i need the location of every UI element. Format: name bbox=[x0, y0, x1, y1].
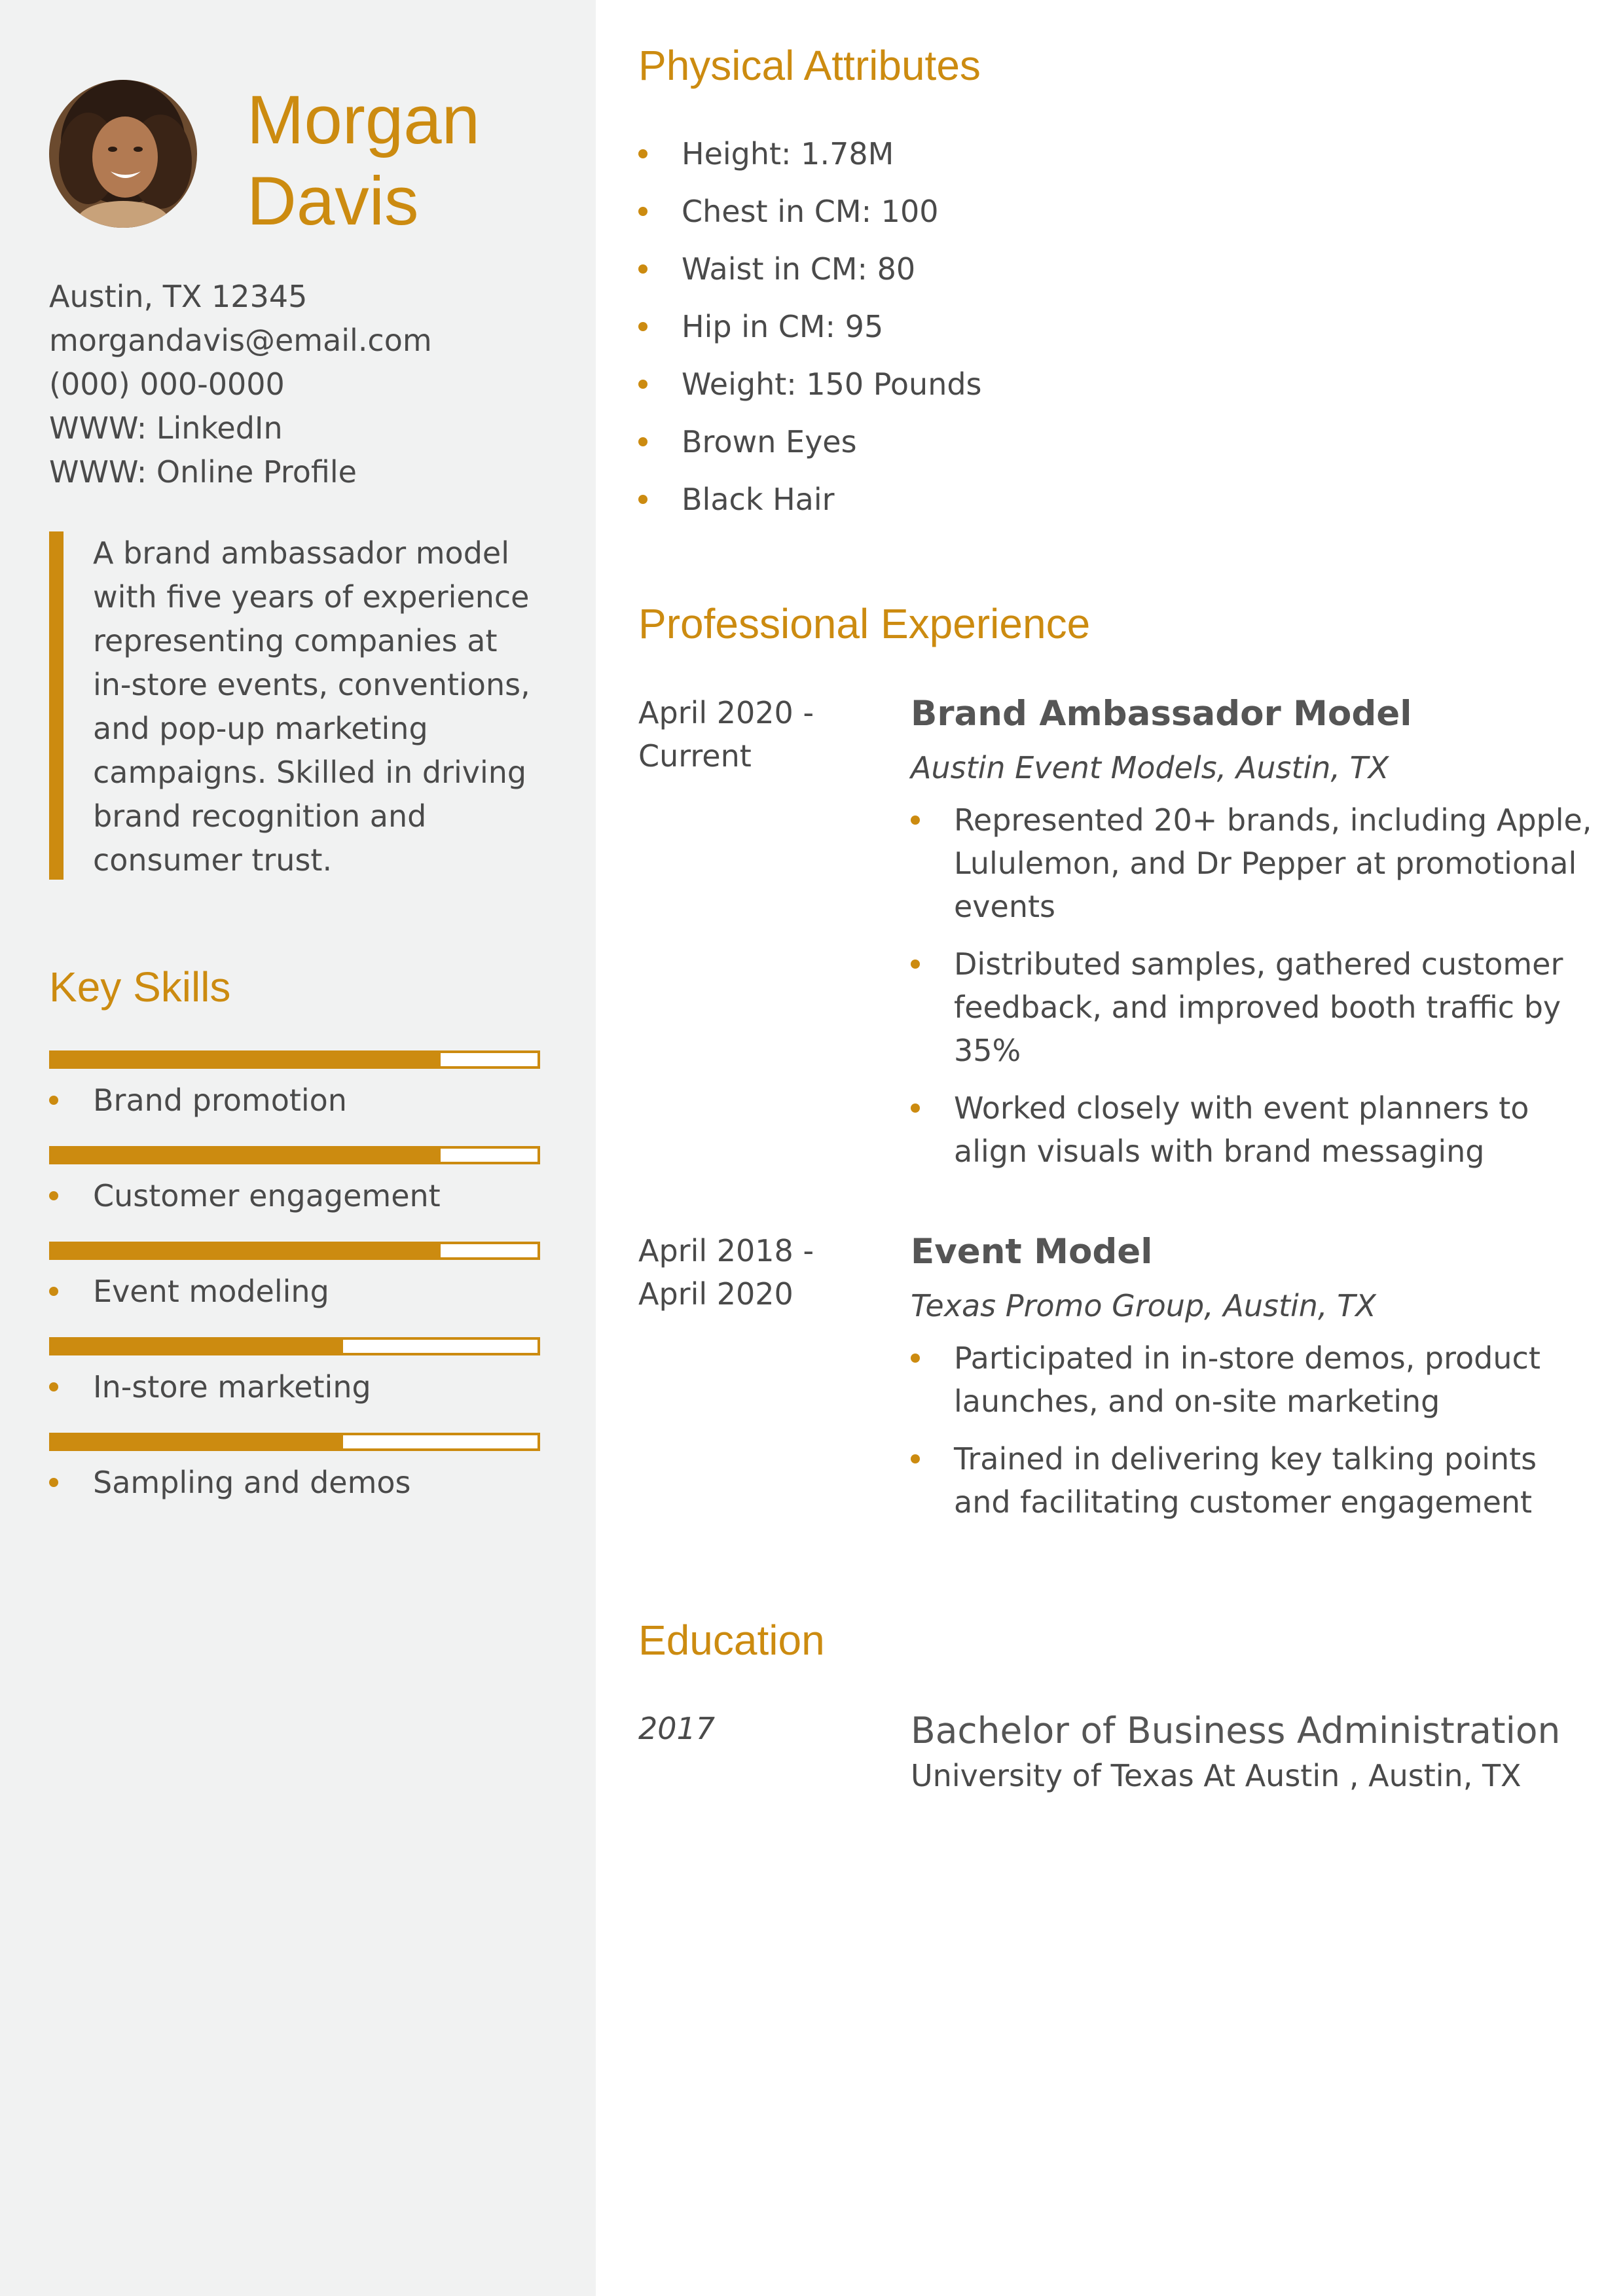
responsibility-text: Trained in delivering key talking points and facilitating customer engagement bbox=[954, 1441, 1537, 1520]
list-item bbox=[911, 942, 1594, 1072]
skill-name: Customer engagement bbox=[93, 1178, 441, 1213]
education-details bbox=[911, 1707, 1594, 1797]
bullet-icon bbox=[638, 207, 647, 216]
skill-bar-fill bbox=[52, 1435, 343, 1448]
job-company: Texas Promo Group, Austin, TX bbox=[911, 1288, 1376, 1323]
online-profile-link[interactable]: WWW: Online Profile bbox=[49, 454, 357, 490]
bullet-icon bbox=[638, 380, 647, 389]
avatar bbox=[49, 80, 197, 228]
bullet-icon bbox=[49, 1382, 58, 1391]
bullet-icon bbox=[49, 1287, 58, 1296]
phone: (000) 000-0000 bbox=[49, 367, 285, 402]
job-responsibilities bbox=[911, 1336, 1594, 1524]
bullet-icon bbox=[638, 495, 647, 504]
job-date-start: April 2020 - bbox=[638, 695, 814, 730]
resume-header bbox=[49, 80, 573, 240]
contact-info bbox=[49, 275, 573, 494]
job-responsibilities bbox=[911, 798, 1594, 1173]
responsibility-text: Worked closely with event planners to align visuals with brand messaging bbox=[954, 1090, 1529, 1169]
candidate-name bbox=[247, 80, 480, 242]
bullet-icon bbox=[638, 437, 647, 446]
skill-label bbox=[49, 1367, 371, 1407]
bullet-icon bbox=[911, 816, 920, 825]
skill-label bbox=[49, 1272, 329, 1311]
job-title: Brand Ambassador Model bbox=[911, 694, 1412, 734]
list-item bbox=[911, 798, 1594, 928]
bullet-icon bbox=[49, 1478, 58, 1487]
experience-heading: Professional Experience bbox=[638, 600, 1091, 647]
job-date-end: April 2020 bbox=[638, 1276, 793, 1312]
degree: Bachelor of Business Administration bbox=[911, 1710, 1561, 1751]
skill-bar bbox=[49, 1433, 540, 1451]
skill-name: Event modeling bbox=[93, 1274, 329, 1309]
skill-name: In-store marketing bbox=[93, 1369, 371, 1405]
skills-list bbox=[49, 1050, 540, 1528]
physical-attributes-list bbox=[638, 132, 982, 535]
skill-item bbox=[49, 1337, 540, 1433]
skill-item bbox=[49, 1242, 540, 1337]
skill-label bbox=[49, 1081, 347, 1120]
attribute-text: Height: 1.78M bbox=[682, 136, 894, 171]
list-item bbox=[638, 305, 982, 363]
bullet-icon bbox=[911, 960, 920, 969]
skill-bar bbox=[49, 1242, 540, 1260]
skill-bar-fill bbox=[52, 1149, 441, 1162]
education-year: 2017 bbox=[638, 1711, 716, 1746]
attribute-text: Chest in CM: 100 bbox=[682, 194, 939, 229]
bullet-icon bbox=[49, 1096, 58, 1105]
bullet-icon bbox=[638, 149, 647, 158]
skill-item bbox=[49, 1146, 540, 1242]
responsibility-text: Participated in in-store demos, product launches, and on-site marketing bbox=[954, 1340, 1541, 1419]
attribute-text: Waist in CM: 80 bbox=[682, 251, 916, 287]
job-title: Event Model bbox=[911, 1232, 1153, 1272]
attribute-text: Brown Eyes bbox=[682, 424, 857, 459]
avatar-photo bbox=[49, 80, 197, 228]
skill-bar-fill bbox=[52, 1340, 343, 1353]
address: Austin, TX 12345 bbox=[49, 279, 308, 314]
skill-bar bbox=[49, 1146, 540, 1164]
skill-bar-fill bbox=[52, 1053, 441, 1066]
list-item bbox=[638, 247, 982, 305]
skill-bar-fill bbox=[52, 1244, 441, 1257]
skill-item bbox=[49, 1433, 540, 1528]
main-column bbox=[638, 0, 1594, 2296]
bullet-icon bbox=[638, 322, 647, 331]
skill-name: Sampling and demos bbox=[93, 1465, 411, 1500]
list-item bbox=[911, 1336, 1594, 1423]
last-name: Davis bbox=[247, 163, 419, 240]
skill-label bbox=[49, 1176, 441, 1215]
sidebar bbox=[0, 0, 596, 2296]
summary-text: A brand ambassador model with five years of experience representing companies at in-store events, conventions, and pop-up marketing campaigns. Skilled in driving brand recognition and consumer trust. bbox=[93, 535, 530, 878]
skills-heading: Key Skills bbox=[49, 963, 231, 1011]
job-date-start: April 2018 - bbox=[638, 1233, 814, 1268]
summary-block bbox=[49, 531, 534, 880]
job-dates bbox=[638, 691, 887, 778]
first-name: Morgan bbox=[247, 82, 481, 158]
job-company: Austin Event Models, Austin, TX bbox=[911, 750, 1389, 785]
list-item bbox=[911, 1437, 1594, 1524]
attribute-text: Hip in CM: 95 bbox=[682, 309, 884, 344]
list-item bbox=[638, 478, 982, 535]
linkedin-link[interactable]: WWW: LinkedIn bbox=[49, 410, 283, 446]
education-heading: Education bbox=[638, 1617, 825, 1664]
bullet-icon bbox=[911, 1103, 920, 1113]
list-item bbox=[911, 1086, 1594, 1173]
skill-item bbox=[49, 1050, 540, 1146]
bullet-icon bbox=[911, 1454, 920, 1463]
list-item bbox=[638, 132, 982, 190]
responsibility-text: Distributed samples, gathered customer feedback, and improved booth traffic by 35% bbox=[954, 946, 1563, 1068]
job-dates bbox=[638, 1229, 887, 1316]
list-item bbox=[638, 420, 982, 478]
school: University of Texas At Austin , Austin, TX bbox=[911, 1758, 1522, 1793]
skill-label bbox=[49, 1463, 411, 1502]
list-item bbox=[638, 190, 982, 247]
bullet-icon bbox=[911, 1354, 920, 1363]
skill-bar bbox=[49, 1337, 540, 1355]
bullet-icon bbox=[638, 264, 647, 274]
job-details bbox=[911, 1229, 1594, 1538]
skill-name: Brand promotion bbox=[93, 1083, 347, 1118]
skill-bar bbox=[49, 1050, 540, 1069]
attribute-text: Weight: 150 Pounds bbox=[682, 367, 982, 402]
physical-attributes-heading: Physical Attributes bbox=[638, 42, 981, 89]
responsibility-text: Represented 20+ brands, including Apple, Lululemon, and Dr Pepper at promotional events bbox=[954, 802, 1592, 924]
attribute-text: Black Hair bbox=[682, 482, 835, 517]
job-details bbox=[911, 691, 1594, 1187]
email-link[interactable]: morgandavis@email.com bbox=[49, 323, 432, 358]
bullet-icon bbox=[49, 1191, 58, 1200]
list-item bbox=[638, 363, 982, 420]
job-date-end: Current bbox=[638, 738, 752, 774]
